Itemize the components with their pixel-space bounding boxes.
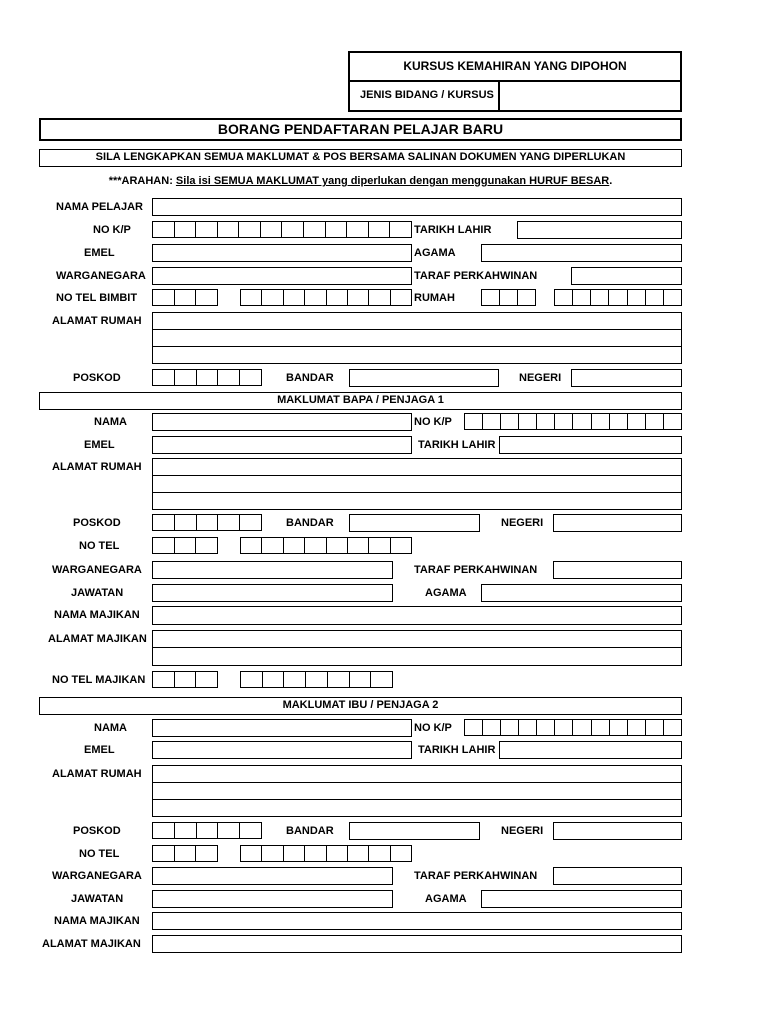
father-address-line-3[interactable] (152, 492, 682, 510)
label-student-religion: AGAMA (414, 247, 456, 259)
student-ic-cells[interactable] (152, 221, 412, 238)
father-name-input[interactable] (152, 413, 412, 431)
mother-section-header: MAKLUMAT IBU / PENJAGA 2 (39, 697, 682, 715)
student-city-input[interactable] (349, 369, 499, 387)
father-address-line-2[interactable] (152, 475, 682, 493)
father-citizenship-input[interactable] (152, 561, 393, 579)
mother-phone-number-cells[interactable] (240, 845, 412, 862)
mother-employer-input[interactable] (152, 912, 682, 930)
label-father-city: BANDAR (286, 517, 334, 529)
course-field-input[interactable] (498, 80, 682, 112)
label-student-address: ALAMAT RUMAH (52, 315, 142, 327)
father-email-input[interactable] (152, 436, 412, 454)
instruction-note: ***ARAHAN: Sila isi SEMUA MAKLUMAT yang diperlukan dengan menggunakan HURUF BESAR. (108, 175, 613, 187)
student-address-line-1[interactable] (152, 312, 682, 330)
father-employer-input[interactable] (152, 606, 682, 625)
student-home-number-cells[interactable] (554, 289, 682, 306)
student-name-input[interactable] (152, 198, 682, 216)
label-mother-address: ALAMAT RUMAH (52, 768, 142, 780)
student-mobile-number-cells[interactable] (240, 289, 412, 306)
mother-address-line-3[interactable] (152, 799, 682, 817)
father-job-input[interactable] (152, 584, 393, 602)
label-mother-job: JAWATAN (71, 893, 124, 905)
mother-phone-prefix-cells[interactable] (152, 845, 218, 862)
label-student-mobile: NO TEL BIMBIT (56, 292, 138, 304)
label-student-postcode: POSKOD (73, 372, 121, 384)
mother-postcode-cells[interactable] (152, 822, 262, 839)
father-section-header: MAKLUMAT BAPA / PENJAGA 1 (39, 392, 682, 410)
mother-address-line-1[interactable] (152, 765, 682, 783)
mother-dob-input[interactable] (499, 741, 682, 759)
mother-city-input[interactable] (349, 822, 480, 840)
student-state-input[interactable] (571, 369, 682, 387)
course-field-label: JENIS BIDANG / KURSUS (360, 89, 494, 101)
label-student-dob: TARIKH LAHIR (414, 224, 492, 236)
label-father-citizenship: WARGANEGARA (52, 564, 142, 576)
student-postcode-cells[interactable] (152, 369, 262, 386)
label-student-ic: NO K/P (93, 224, 131, 236)
mother-ic-cells[interactable] (464, 719, 682, 736)
student-religion-input[interactable] (481, 244, 682, 262)
father-ic-cells[interactable] (464, 413, 682, 430)
label-father-ic: NO K/P (414, 416, 452, 428)
label-mother-phone: NO TEL (79, 848, 120, 860)
form-title: BORANG PENDAFTARAN PELAJAR BARU (39, 118, 682, 141)
label-student-marital: TARAF PERKAHWINAN (414, 270, 538, 282)
mother-address-line-2[interactable] (152, 782, 682, 800)
course-requested-title: KURSUS KEMAHIRAN YANG DIPOHON (403, 59, 627, 73)
label-mother-email: EMEL (84, 744, 115, 756)
father-marital-input[interactable] (553, 561, 682, 579)
student-address-line-2[interactable] (152, 329, 682, 347)
label-father-postcode: POSKOD (73, 517, 121, 529)
father-employer-address-line-2[interactable] (152, 647, 682, 666)
label-mother-citizenship: WARGANEGARA (52, 870, 142, 882)
mother-marital-input[interactable] (553, 867, 682, 885)
label-father-job: JAWATAN (71, 587, 124, 599)
label-father-phone: NO TEL (79, 540, 120, 552)
label-mother-city: BANDAR (286, 825, 334, 837)
student-home-prefix-cells[interactable] (481, 289, 536, 306)
label-father-employer-phone: NO TEL MAJIKAN (52, 674, 146, 686)
father-address-line-1[interactable] (152, 458, 682, 476)
label-student-state: NEGERI (519, 372, 562, 384)
father-postcode-cells[interactable] (152, 514, 262, 531)
label-father-employer: NAMA MAJIKAN (54, 609, 140, 621)
father-employer-phone-prefix-cells[interactable] (152, 671, 218, 688)
mother-religion-input[interactable] (481, 890, 682, 908)
label-mother-state: NEGERI (501, 825, 544, 837)
label-student-home-phone: RUMAH (414, 292, 455, 304)
label-student-name: NAMA PELAJAR (56, 201, 143, 213)
label-mother-ic: NO K/P (414, 722, 452, 734)
father-dob-input[interactable] (499, 436, 682, 454)
label-father-employer-address: ALAMAT MAJIKAN (48, 633, 147, 645)
father-employer-phone-number-cells[interactable] (240, 671, 393, 688)
label-father-marital: TARAF PERKAHWINAN (414, 564, 538, 576)
label-mother-employer: NAMA MAJIKAN (54, 915, 140, 927)
student-citizenship-input[interactable] (152, 267, 412, 285)
instruction-banner: SILA LENGKAPKAN SEMUA MAKLUMAT & POS BERSAMA SALINAN DOKUMEN YANG DIPERLUKAN (39, 149, 682, 167)
student-dob-input[interactable] (517, 221, 682, 239)
label-student-email: EMEL (84, 247, 115, 259)
label-mother-dob: TARIKH LAHIR (418, 744, 496, 756)
father-state-input[interactable] (553, 514, 682, 532)
mother-email-input[interactable] (152, 741, 412, 759)
father-religion-input[interactable] (481, 584, 682, 602)
mother-state-input[interactable] (553, 822, 682, 840)
mother-employer-address-input[interactable] (152, 935, 682, 953)
label-mother-postcode: POSKOD (73, 825, 121, 837)
label-student-city: BANDAR (286, 372, 334, 384)
father-employer-address-line-1[interactable] (152, 630, 682, 648)
label-mother-employer-address: ALAMAT MAJIKAN (42, 938, 141, 950)
father-city-input[interactable] (349, 514, 480, 532)
label-father-religion: AGAMA (425, 587, 467, 599)
mother-citizenship-input[interactable] (152, 867, 393, 885)
student-marital-input[interactable] (571, 267, 682, 285)
student-address-line-3[interactable] (152, 346, 682, 364)
label-mother-marital: TARAF PERKAHWINAN (414, 870, 538, 882)
father-phone-prefix-cells[interactable] (152, 537, 218, 554)
student-mobile-prefix-cells[interactable] (152, 289, 218, 306)
label-father-state: NEGERI (501, 517, 544, 529)
mother-name-input[interactable] (152, 719, 412, 737)
label-father-address: ALAMAT RUMAH (52, 461, 142, 473)
label-mother-name: NAMA (94, 722, 127, 734)
label-father-email: EMEL (84, 439, 115, 451)
label-mother-religion: AGAMA (425, 893, 467, 905)
father-phone-number-cells[interactable] (240, 537, 412, 554)
student-email-input[interactable] (152, 244, 412, 262)
mother-job-input[interactable] (152, 890, 393, 908)
label-father-name: NAMA (94, 416, 127, 428)
label-student-citizenship: WARGANEGARA (56, 270, 146, 282)
label-father-dob: TARIKH LAHIR (418, 439, 496, 451)
